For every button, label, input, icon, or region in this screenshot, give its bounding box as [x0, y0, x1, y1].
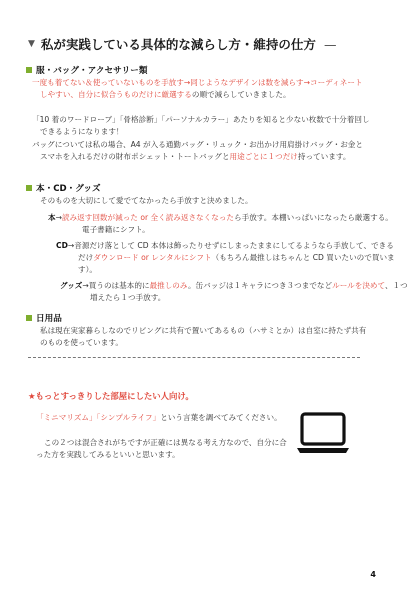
tip-heading: ★もっとすっきりした部屋にしたい人向け。 — [28, 391, 194, 401]
page-title — [28, 34, 378, 54]
clothes-paragraph-3 — [32, 139, 370, 163]
dashed-divider — [28, 357, 360, 358]
cd-item — [48, 240, 396, 277]
section-heading-clothes — [26, 64, 147, 76]
daily-goods-paragraph: 私は現在実家暮らしなのでリビングに共有で置いてあるもの（ハサミとか）は自室に持たず共有のものを使っています。 — [40, 326, 367, 348]
item-label: CD — [56, 241, 68, 250]
body-text: → — [55, 213, 62, 222]
body-text: 。缶バッジは１キャラにつき３つまでなど — [187, 281, 333, 290]
body-text: の順で減らしていきました。 — [191, 90, 291, 100]
books-intro: そのものを大切にして愛でてなかったら手放すと決めました。 — [40, 196, 253, 205]
highlight-text: 「ミニマリズム」「シンプルライフ」 — [36, 413, 161, 422]
section-heading-text: 日用品 — [36, 314, 62, 324]
page-title-text: 私が実践している具体的な減らし方・維持の仕方 — [40, 37, 316, 52]
body-text: 、１つ増えたら１つ手放す。 — [90, 281, 408, 303]
clothes-paragraph-1 — [32, 77, 370, 101]
item-label: グッズ — [60, 281, 83, 290]
body-text: バッグについては私の場合、A4 が入る通勤バッグ・リュック・お出かけ用肩掛けバッグ・お金とスマホを入れるだけの財布ポシェット・トートバッグと — [32, 140, 363, 162]
title-trailing-dash: — — [323, 36, 337, 52]
highlight-text: ダウンロード or レンタルにシフト — [93, 253, 212, 263]
section-heading-books — [26, 182, 101, 194]
body-text: 持っています。 — [297, 152, 351, 162]
body-text: →買うのは基本的に — [82, 281, 150, 290]
square-bullet-icon — [26, 67, 32, 73]
square-bullet-icon — [26, 185, 32, 191]
highlight-text: 用途ごとに１つだけ — [229, 152, 298, 162]
section-heading-text: 本・CD・グッズ — [36, 184, 101, 194]
laptop-icon — [296, 412, 350, 456]
item-label: 本 — [48, 213, 56, 222]
triangle-down-icon: ▼ — [28, 39, 35, 49]
tip-paragraph-1 — [36, 412, 288, 424]
body-text: という言葉を調べてみてください。 — [160, 413, 282, 422]
books-item — [48, 212, 400, 236]
body-text: （もちろん最推しはちゃんと CD 買いたいので買います）。 — [78, 253, 395, 275]
section-heading-text: 服・バッグ・アクセサリー類 — [36, 66, 148, 76]
page-number: 4 — [370, 570, 376, 579]
square-bullet-icon — [26, 315, 32, 321]
body-text: 「10 着のワードローブ」「骨格診断」「パーソナルカラー」あたりを知ると少ない枚数で十分着回しできるようになります！ — [32, 115, 370, 137]
highlight-text: 最推しのみ — [149, 281, 188, 290]
section-heading-daily-goods — [26, 312, 62, 324]
clothes-paragraph-2 — [32, 114, 370, 138]
body-text: →音源だけ落として CD 本体は飾ったりせずにしまったままにしてるようなら手放して、できるだけ — [67, 241, 394, 263]
highlight-text: ルールを決めて — [332, 281, 385, 290]
highlight-text: 一度も着てない＆使っていないものを手放す→同じようなデザインは数を減らす→コーディネートしやすい、自分に似合うものだけに厳選する — [32, 78, 363, 100]
body-text: ら手放す。本棚いっぱいになったら厳選する。電子書籍にシフト。 — [82, 213, 393, 235]
tip-paragraph-2: この２つは混合されがちですが正確には異なる考え方なので、自分に合った方を実践してみるといいと思います。 — [36, 438, 287, 460]
highlight-text: 読み返す回数が減った or 全く読み返さなくなった — [61, 213, 235, 222]
goods-item — [48, 280, 408, 304]
